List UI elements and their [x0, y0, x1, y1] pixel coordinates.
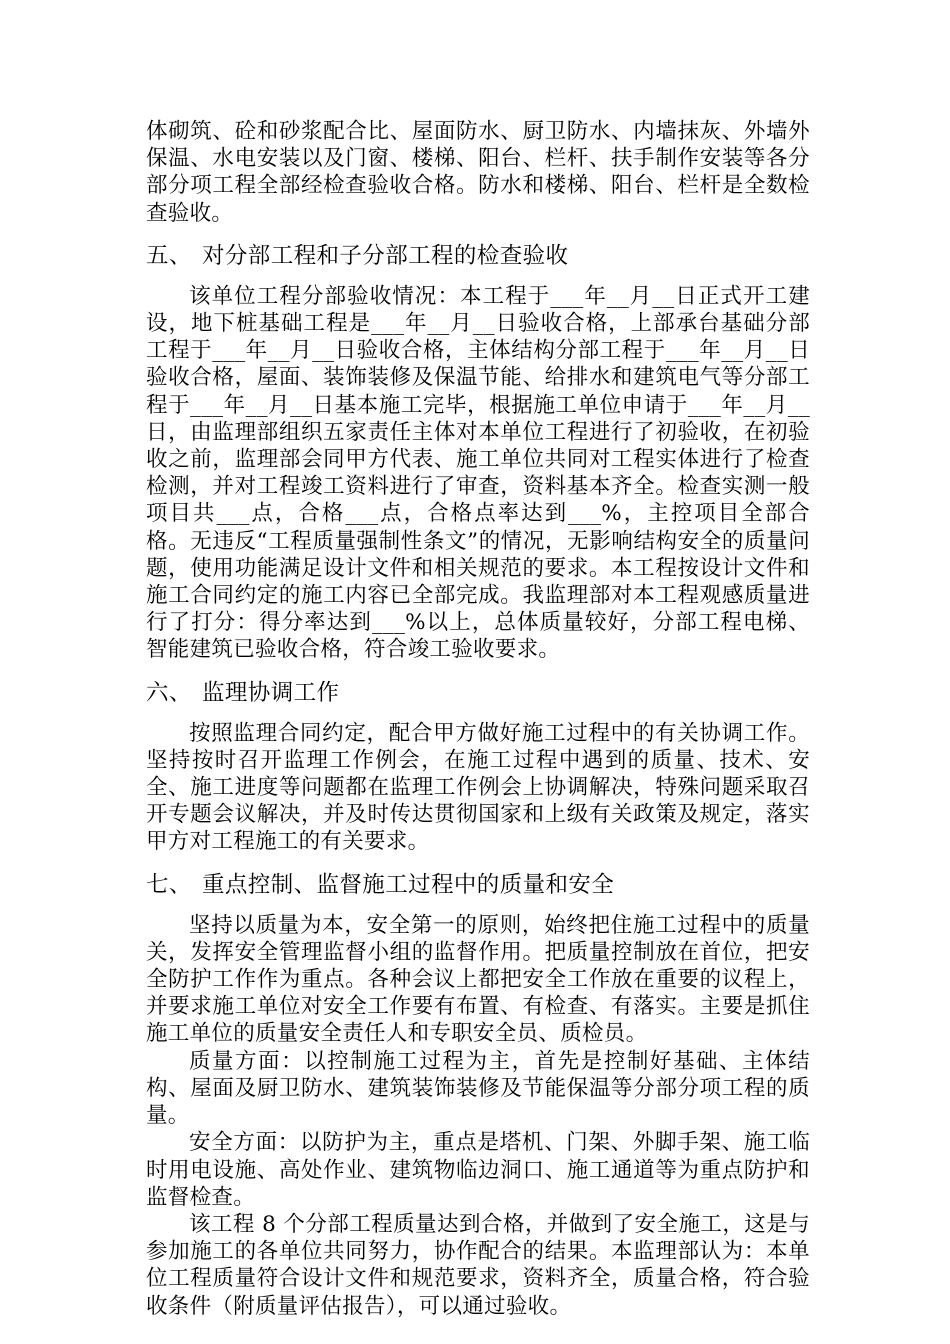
quality-text: 以控制施工过程为主，首先是控制好基础、主体结构、屋面及厨卫防水、建筑装饰装修及节能保温等分部分项工程的质量。: [146, 1048, 810, 1129]
section-6-number: 六、: [146, 679, 192, 706]
section-7-heading: [146, 870, 810, 900]
section-5-number: 五、: [146, 242, 192, 269]
section-5-title: 对分部工程和子分部工程的检查验收: [202, 242, 569, 269]
quality-label: 质量方面：: [189, 1048, 305, 1074]
section-7-title: 重点控制、监督施工过程中的质量和安全: [202, 871, 615, 898]
safety-label: 安全方面：: [189, 1130, 300, 1156]
paragraph-acceptance-items: 体砌筑、砼和砂浆配合比、屋面防水、厨卫防水、内墙抹灰、外墙外保温、水电安装以及门窗、楼梯、阳台、栏杆、扶手制作安装等各分部分项工程全部经检查验收合格。防水和楼梯、阳台、栏杆是全数检查验收。: [146, 119, 810, 226]
section-5-heading: [146, 241, 810, 271]
section-7-number: 七、: [146, 871, 192, 898]
section-7-body: 坚持以质量为本，安全第一的原则，始终把住施工过程中的质量关，发挥安全管理监督小组的监督作用。把质量控制放在首位，把安全防护工作作为重点。各种会议上都把安全工作放在重要的议程上，并要求施工单位对安全工作要有布置、有检查、有落实。主要是抓住施工单位的质量安全责任人和专职安全员、质检员。: [146, 912, 810, 1047]
section-5-body: 该单位工程分部验收情况：本工程于___年__月__日正式开工建设，地下桩基础工程是___年__月__日验收合格，上部承台基础分部工程于___年__月__日验收合格，主体结构分部工程于___年__月__日验收合格，屋面、装饰装修及保温节能、给排水和建筑电气等分部工程于___年__月__日基本施工完毕，根据施工单位申请于___年__月__日，由监理部组织五家责任主体对本单位工程进行了初验收，在初验收之前，监理部会同甲方代表、施工单位共同对工程实体进行了检查检测，并对工程竣工资料进行了审查，资料基本齐全。检查实测一般项目共___点，合格___点，合格点率达到___%，主控项目全部合格。无违反“工程质量强制性条文”的情况，无影响结构安全的质量问题，使用功能满足设计文件和相关规范的要求。本工程按设计文件和施工合同约定的施工内容已全部完成。我监理部对本工程观感质量进行了打分：得分率达到___%以上，总体质量较好，分部工程电梯、智能建筑已验收合格，符合竣工验收要求。: [146, 283, 810, 663]
section-6-heading: [146, 678, 810, 708]
document-page: [146, 118, 810, 1320]
section-7-quality-paragraph: [146, 1048, 810, 1130]
section-6-body: 按照监理合同约定，配合甲方做好施工过程中的有关协调工作。坚持按时召开监理工作例会，在施工过程中遇到的质量、技术、安全、施工进度等问题都在监理工作例会上协调解决，特殊问题采取召开专题会议解决，并及时传达贯彻国家和上级有关政策及规定，落实甲方对工程施工的有关要求。: [146, 720, 810, 855]
section-6-title: 监理协调工作: [202, 679, 340, 706]
section-7-conclusion: 该工程 8 个分部工程质量达到合格，并做到了安全施工，这是与参加施工的各单位共同努力，协作配合的结果。本监理部认为：本单位工程质量符合设计文件和规范要求，资料齐全，质量合格，符合验收条件（附质量评估报告），可以通过验收。: [146, 1211, 810, 1319]
safety-text: 以防护为主，重点是塔机、门架、外脚手架、施工临时用电设施、高处作业、建筑物临边洞口、施工通道等为重点防护和监督检查。: [146, 1130, 810, 1210]
section-7-safety-paragraph: [146, 1129, 810, 1211]
